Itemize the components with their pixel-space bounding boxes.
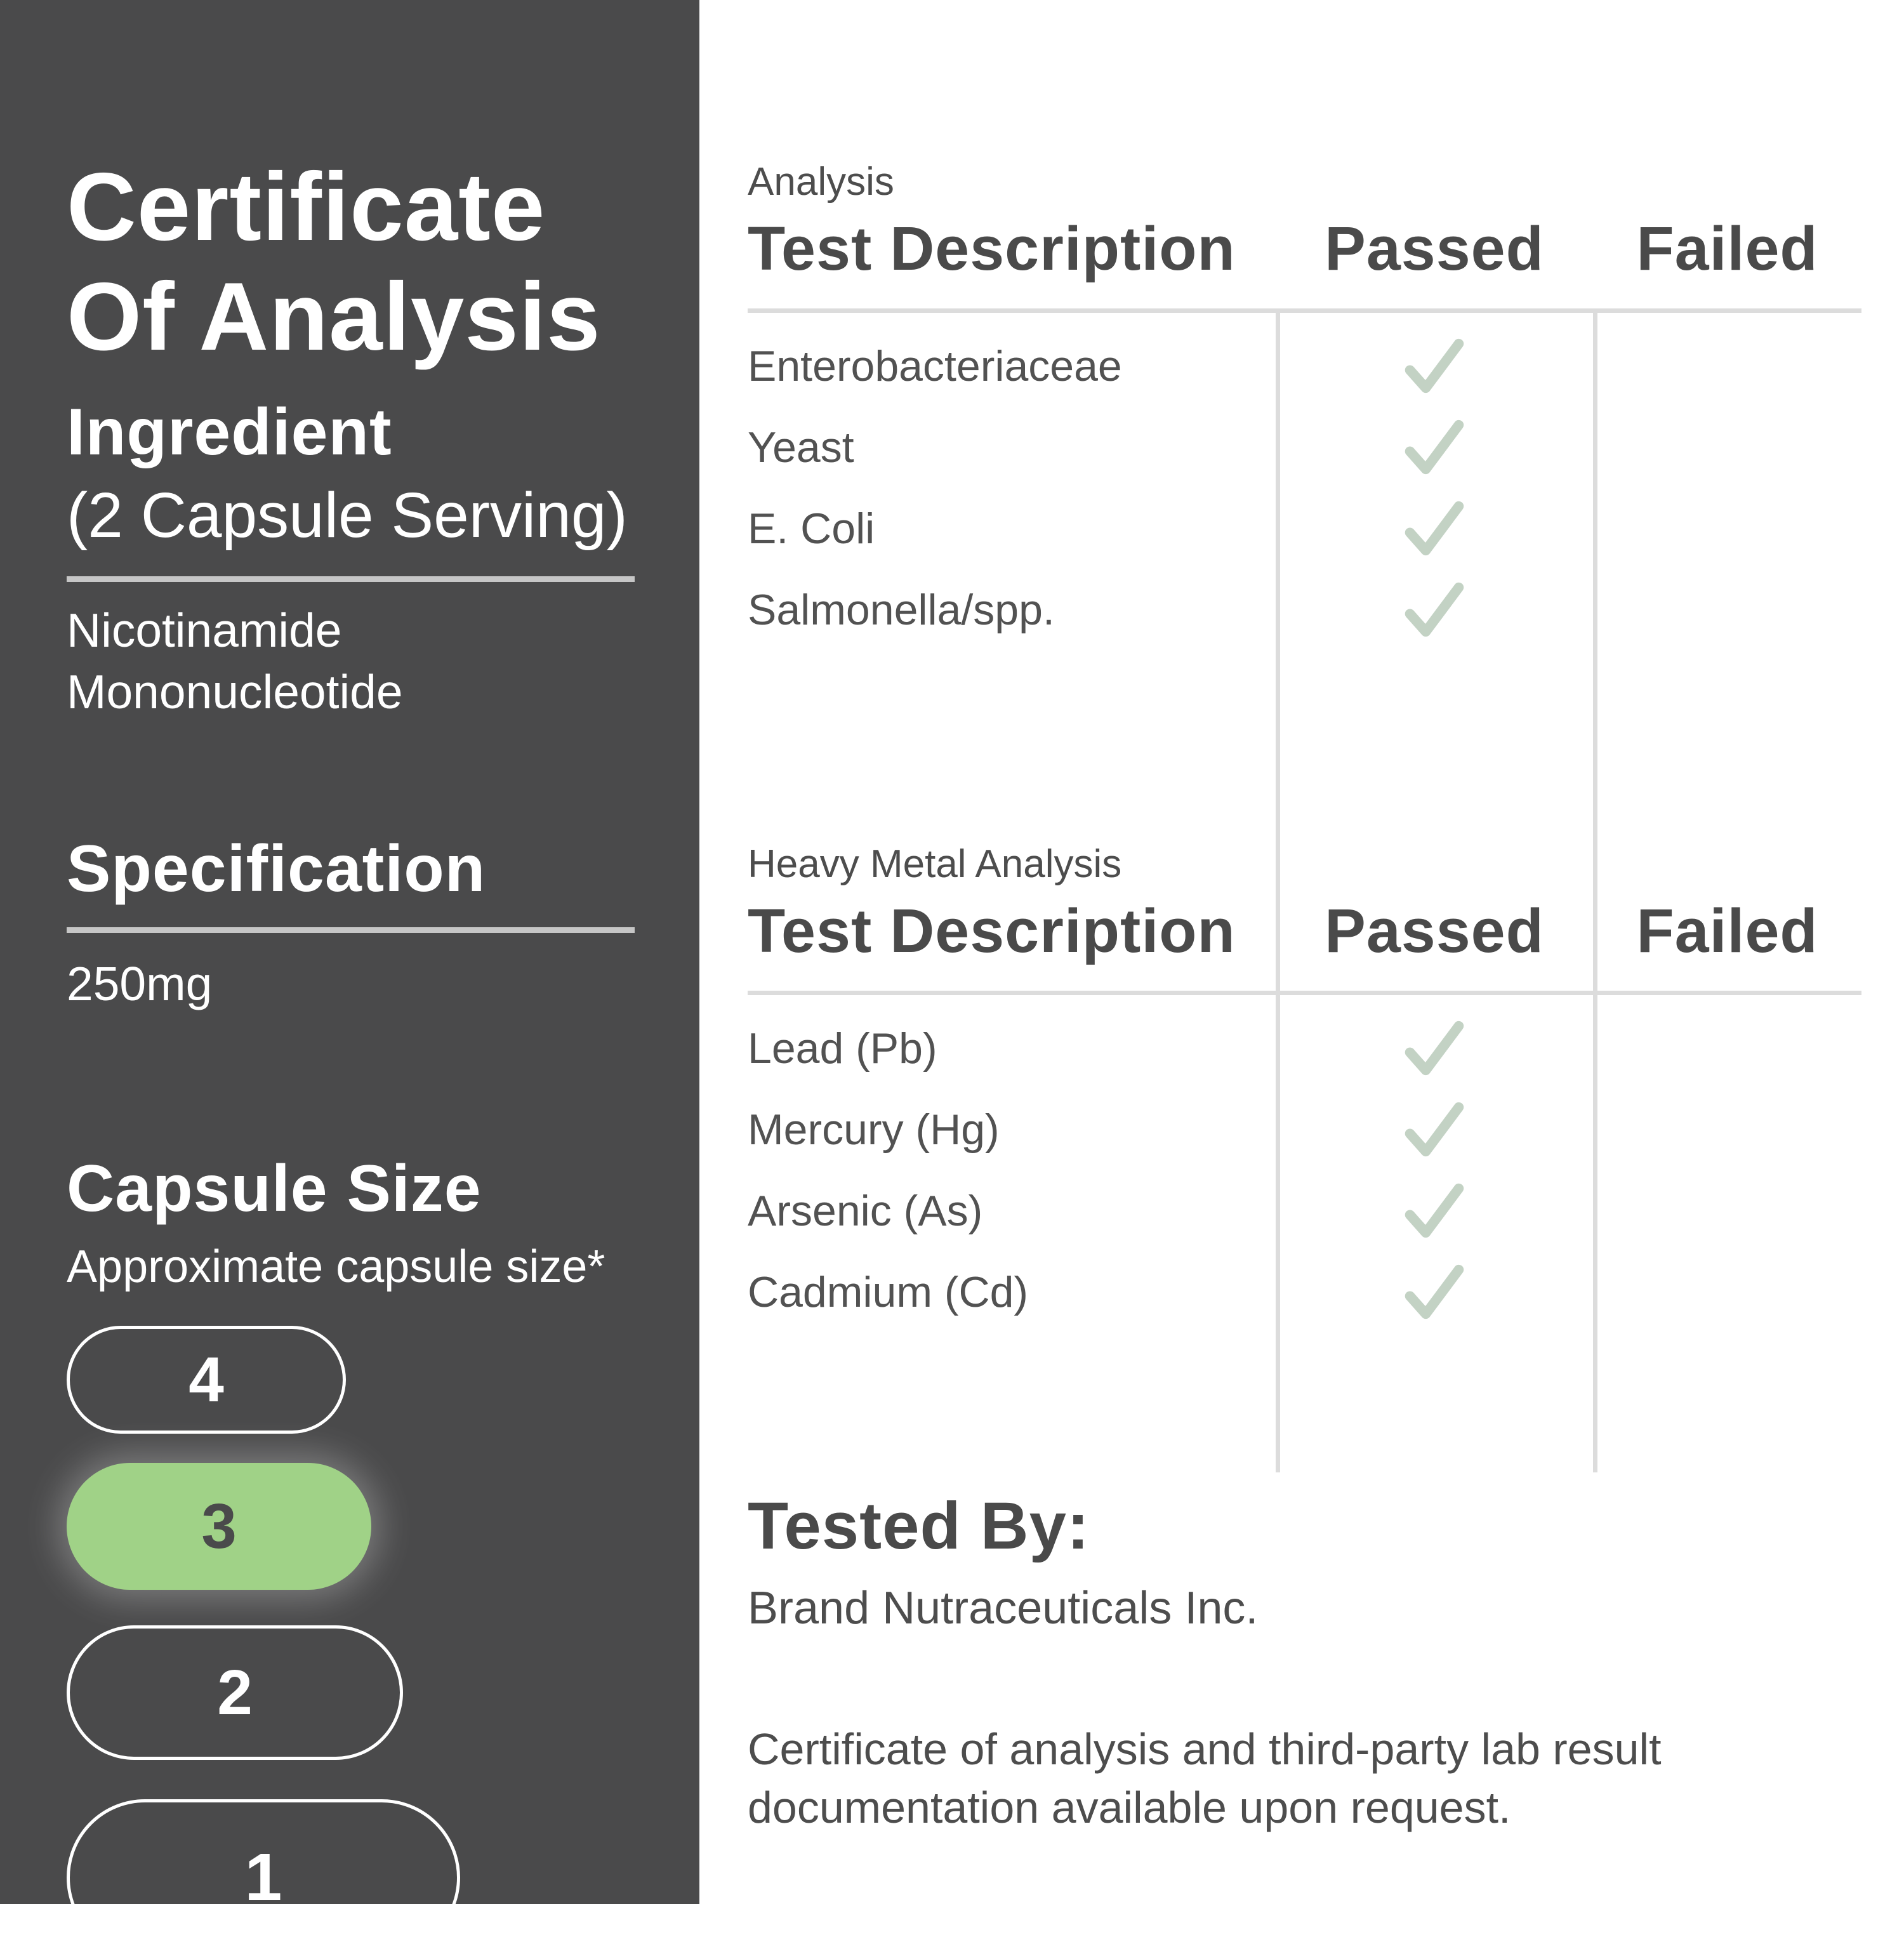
capsule-size-label: 2 [217, 1656, 253, 1728]
analysis-section-label: Analysis [748, 160, 894, 204]
column-header-test-description: Test Description [748, 214, 1236, 284]
capsule-size-subheading: Approximate capsule size* [67, 1241, 605, 1293]
test-name: Salmonella/spp. [748, 585, 1055, 634]
capsule-size-options [67, 1326, 636, 1956]
capsule-size-option-3-selected [67, 1463, 371, 1590]
check-icon [1401, 1015, 1467, 1081]
capsule-size-label: 3 [201, 1490, 237, 1562]
passed-cell [1276, 1097, 1593, 1163]
test-name: Cadmium (Cd) [748, 1267, 1029, 1316]
column-header-failed: Failed [1636, 896, 1818, 966]
heavy-metal-table-rows [748, 995, 1861, 1333]
test-name: E. Coli [748, 504, 875, 553]
page-title-line2: Of Analysis [67, 263, 601, 371]
passed-cell [1276, 1259, 1593, 1325]
check-icon [1401, 1178, 1467, 1244]
test-name: Lead (Pb) [748, 1024, 937, 1073]
check-icon [1401, 496, 1467, 562]
tested-by-value: Brand Nutraceuticals Inc. [748, 1582, 1259, 1634]
check-icon [1401, 333, 1467, 399]
column-header-passed: Passed [1325, 214, 1544, 284]
table-row [748, 1089, 1861, 1170]
analysis-header-rule [748, 308, 1861, 313]
capsule-size-label: 4 [188, 1344, 224, 1415]
table-row [748, 569, 1861, 651]
passed-cell [1276, 333, 1593, 399]
table-row [748, 1008, 1861, 1089]
capsule-size-heading: Capsule Size [67, 1152, 482, 1226]
analysis-table-rows [748, 313, 1861, 651]
passed-cell [1276, 1178, 1593, 1244]
test-name: Enterobacteriaceae [748, 341, 1122, 390]
tested-by-heading: Tested By: [748, 1488, 1090, 1563]
ingredient-heading: Ingredient [67, 395, 392, 469]
capsule-size-option-1 [67, 1799, 460, 1956]
analysis-table-header [748, 212, 1861, 286]
capsule-size-section [67, 1151, 636, 1956]
heavy-metal-table [748, 841, 1861, 1333]
check-icon [1401, 1259, 1467, 1325]
ingredient-serving: (2 Capsule Serving) [67, 479, 628, 551]
page-title-line1: Certificate [67, 153, 546, 261]
passed-cell [1276, 577, 1593, 643]
column-header-passed: Passed [1325, 896, 1544, 966]
check-icon [1401, 414, 1467, 480]
sidebar [0, 0, 699, 1915]
column-header-failed: Failed [1636, 214, 1818, 284]
results-panel [699, 0, 1904, 1904]
specification-divider [67, 927, 635, 933]
table-row [748, 1252, 1861, 1333]
capsule-size-option-4 [67, 1326, 346, 1434]
footer-note: Certificate of analysis and third-party lab result documentation available upon request. [748, 1724, 1662, 1832]
table-row [748, 407, 1861, 488]
table-row [748, 488, 1861, 569]
table-column-divider-2 [1593, 312, 1597, 1472]
specification-section [67, 831, 636, 1015]
tested-by-section [748, 1488, 1861, 1634]
heavy-metal-section-label: Heavy Metal Analysis [748, 842, 1122, 886]
heavy-metal-header-rule [748, 991, 1861, 995]
specification-value: 250mg [67, 956, 213, 1010]
heavy-metal-table-header [748, 894, 1861, 968]
ingredient-value: Nicotinamide Mononucleotide [67, 603, 403, 719]
passed-cell [1276, 1015, 1593, 1081]
passed-cell [1276, 496, 1593, 562]
table-row [748, 326, 1861, 407]
ingredient-section [67, 395, 636, 724]
capsule-size-option-2 [67, 1625, 403, 1760]
specification-heading: Specification [67, 831, 486, 906]
column-header-test-description: Test Description [748, 896, 1236, 966]
test-name: Mercury (Hg) [748, 1105, 1000, 1154]
capsule-size-label: 1 [244, 1840, 282, 1915]
check-icon [1401, 1097, 1467, 1163]
ingredient-divider [67, 576, 635, 582]
check-icon [1401, 577, 1467, 643]
passed-cell [1276, 414, 1593, 480]
test-name: Yeast [748, 423, 854, 472]
table-row [748, 1170, 1861, 1252]
page-title [67, 152, 636, 373]
test-name: Arsenic (As) [748, 1186, 983, 1235]
analysis-table [748, 159, 1861, 651]
table-column-divider-1 [1276, 312, 1280, 1472]
